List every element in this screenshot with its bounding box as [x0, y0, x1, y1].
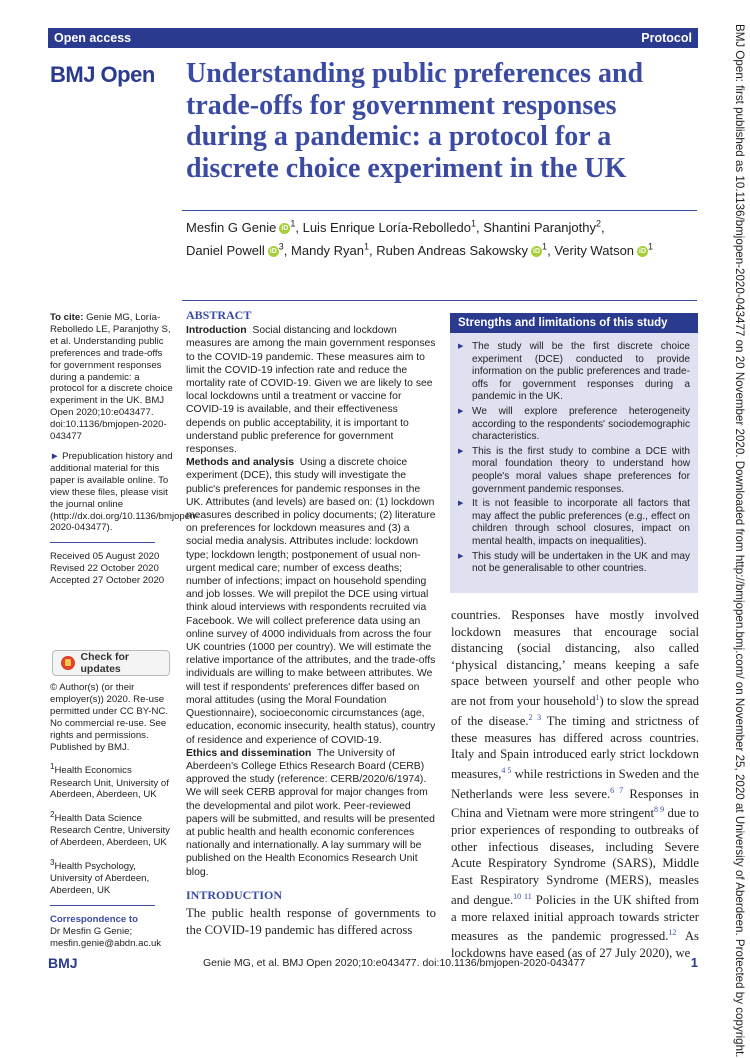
open-access-label: Open access	[54, 31, 132, 45]
divider	[50, 905, 155, 906]
article-type-label: Protocol	[641, 31, 692, 45]
reference-link[interactable]: 10 11	[513, 891, 532, 901]
strengths-box	[450, 313, 698, 593]
reference-link[interactable]: 2 3	[528, 712, 542, 722]
affiliation: $^1$Health Economics Research Unit, University of Aberdeen, Aberdeen, UK	[50, 762, 169, 801]
strengths-list	[450, 333, 698, 576]
author[interactable]: Shantini Paranjothy$^2$,	[483, 219, 605, 236]
page-number: 1	[690, 955, 698, 970]
side-note-text: BMJ Open: first published as 10.1136/bmjopen-2020-043477 on 20 November 2020. Downloaded from http://bmjopen.bmj.com/ on November 25, 2020 at University of Aberdeen. Protected by copyright.	[733, 24, 746, 1058]
crossmark-icon	[61, 656, 75, 670]
bmj-logo[interactable]: BMJ	[48, 955, 78, 971]
list-item: ▶ This is the first study to combine a DCE with moral foundation theory to understand how people's moral values shape preferences for government pandemic responses.	[458, 446, 690, 496]
list-item: ▶ The study will be the first discrete choice experiment (DCE) conducted to provide information on the public preferences and trade-offs for government responses during a pandemic in the UK.	[458, 341, 690, 404]
abstract-methods: Methods and analysis Using a discrete choice experiment (DCE), this study will investigate the public's preferences for pandemic responses in the UK. Attributes (and levels) are based on: (1) lockdown measures described in policy documents; (2) literature on preferences for lockdown measures and (3) a social media analysis. Attributes include: lockdown type; lockdown length; postponement of usual non-urgent medical care; number of excess deaths; number of infections; impact on household spending and job losses. We will prepilot the DCE using virtual think aloud interviews with respondents recruited via Facebook. We will collect preference data using an online survey of 4000 individuals from across the four UK countries (1000 per country). We will estimate the relative importance of the attributes, and the trade-offs individuals are willing to make between attributes. We will test if respondents' preferences differ based on moral attitudes (using the Moral Foundation Questionnaire), socioeconomic circumstances (age, education, economic insecurity, health status), country of residence and experience of COVID-19.	[186, 457, 436, 746]
prepub-note[interactable]: ► Prepublication history and additional material for this paper is available online. To view these files, please visit the journal online (http://dx.doi.org/10.1136/bmjopen-2020-043477).	[50, 450, 199, 534]
reference-link[interactable]: 8 9	[654, 805, 665, 815]
orcid-icon[interactable]: iD	[639, 247, 647, 255]
abstract-introduction: Introduction Social distancing and lockdown measures are among the main government responses to the COVID-19 pandemic. These measures aim to limit the COVID-19 infection rate and reduce the mortality rate of COVID-19. Given we are likely to see local lockdowns until a treatment or vaccine for COVID-19 is available, and their effectiveness depends on public acceptability, it is important to understand public preference for government responses.	[186, 325, 436, 456]
footer-citation: Genie MG, et al. BMJ Open 2020;10:e043477. doi:10.1136/bmjopen-2020-043477	[203, 957, 586, 969]
citation-block: To cite: Genie MG, Loría-Rebolledo LE, Paranjothy S, et al. Understanding public preferences and trade-offs for government responses during a pandemic: a protocol for a discrete choice experiment in the UK. BMJ Open 2020;10:e043477. doi:10.1136/bmjopen-2020-043477	[50, 312, 173, 443]
article-sidebar	[50, 312, 199, 595]
abstract-ethics: Ethics and dissemination The University of Aberdeen's College Ethics Research Board (CERB) approved the study (reference: CERB/2020/6/1974). We will seek CERB approval for major changes from the developmental and pilot work. Peer-reviewed papers will be submitted, and results will be presented at public health and health economic conferences nationally and internationally. A lay summary will be published on the Health Economics Research Unit blog.	[186, 747, 435, 878]
affiliation: $^2$Health Data Science Research Centre, University of Aberdeen, Aberdeen, UK	[50, 810, 170, 849]
reference-link[interactable]: 4 5	[501, 765, 512, 775]
article-title: Understanding public preferences and trade-offs for government responses during a pandemic: a protocol for a discrete choice experiment in the UK	[186, 58, 644, 184]
author-list	[186, 215, 686, 260]
author[interactable]: Luis Enrique Loría-Rebolledo$^1$,	[302, 219, 480, 236]
dates: Received 05 August 2020 Revised 22 October 2020 Accepted 27 October 2020	[50, 551, 165, 587]
introduction-text: The public health response of governments to the COVID-19 pandemic has differed across	[186, 906, 436, 937]
reference-link[interactable]: 12	[668, 928, 677, 938]
list-item: ▶ We will explore preference heterogeneity according to the respondents' sociodemographic characteristics.	[458, 406, 690, 444]
body-paragraph: countries. Responses have mostly involved lockdown measures that encourage social distancing (social distancing, also called ‘physical distancing,’ means keeping a safe space between yourself and other people who are not from your household$^1$) to slow the spread of the disease.$^{2 3}$ The timing and strictness of these measures has differed across countries. Italy and Spain introduced early strict lockdown measures,$^{4 5}$ while restrictions in Sweden and the Netherlands were less severe.$^{6 7}$ Responses in China and Vietnam were more stringent$^{8 9}$ due to prior experiences of responding to outbreaks of other infectious diseases, including Severe Acute Respiratory Syndrome (SARS), Middle East Respiratory Syndrome (MERS), measles and dengue.$^{10 11}$ Policies in the UK shifted from a more relaxed initial approach towards stricter measures as the pandemic progressed.$^{12}$ As lockdowns have eased (as of 27 July 2020), we	[451, 608, 700, 960]
copyright-note: © Author(s) (or their employer(s)) 2020. Re-use permitted under CC BY-NC. No commercial re-use. See rights and permissions. Published by BMJ.	[50, 682, 169, 753]
divider	[50, 542, 155, 543]
correspondence: Correspondence to Dr Mesfin G Genie; mesfin.genie@abdn.ac.uk	[50, 914, 162, 949]
list-item: ▶ This study will be undertaken in the UK and may not be generalisable to other countries.	[458, 551, 690, 576]
journal-logo[interactable]: BMJ Open	[50, 62, 155, 87]
affiliation: $^3$Health Psychology, University of Aberdeen, Aberdeen, UK	[50, 858, 150, 897]
author[interactable]: Daniel Powell iD $^3$,	[186, 241, 288, 258]
top-banner	[48, 28, 698, 48]
author[interactable]: Verity Watson iD $^1$	[554, 241, 654, 258]
divider	[182, 300, 697, 301]
abstract-heading: ABSTRACT	[186, 308, 252, 322]
abstract-section	[186, 309, 436, 879]
side-watermark	[705, 24, 746, 1058]
orcid-icon[interactable]: iD	[533, 247, 541, 255]
check-for-updates-button[interactable]: Check for updates	[52, 650, 170, 676]
email-link[interactable]: mesfin.genie@abdn.ac.uk	[50, 937, 162, 949]
orcid-icon[interactable]: iD	[269, 247, 277, 255]
author[interactable]: Mesfin G Genie iD $^1$,	[186, 219, 299, 236]
reference-link[interactable]: 6 7	[610, 785, 624, 795]
introduction-section	[186, 888, 436, 938]
author[interactable]: Ruben Andreas Sakowsky iD $^1$,	[376, 241, 551, 258]
sidebar-lower	[50, 682, 175, 958]
strengths-heading: Strengths and limitations of this study	[450, 313, 698, 333]
author[interactable]: Mandy Ryan$^1$,	[291, 241, 373, 258]
body-column	[451, 607, 699, 962]
list-item: ▶ It is not feasible to incorporate all factors that may affect the public preferences (e.g., effect on children through school closures, impact on mental health, impacts on inequalities).	[458, 498, 690, 548]
divider	[182, 210, 697, 211]
orcid-icon[interactable]: iD	[281, 225, 289, 233]
reference-link[interactable]: 1	[595, 692, 600, 702]
introduction-heading: INTRODUCTION	[186, 888, 283, 902]
